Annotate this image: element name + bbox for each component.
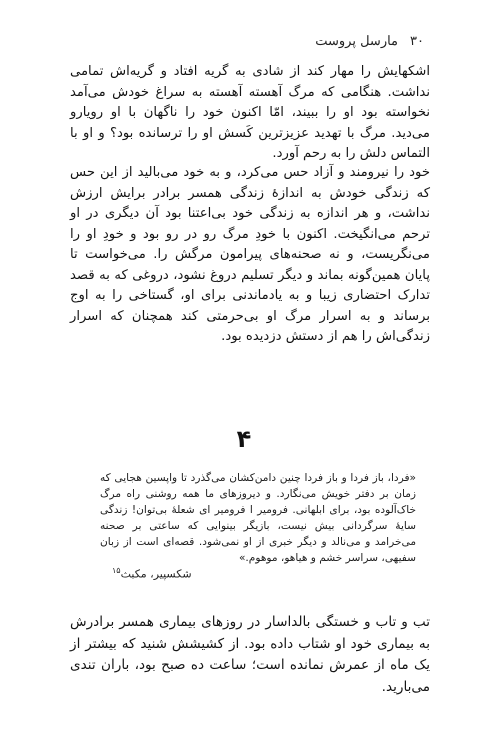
author-name: مارسل پروست bbox=[315, 34, 399, 49]
attribution-text: شکسپیر، مکبث bbox=[120, 567, 192, 581]
paragraph-3 bbox=[70, 612, 430, 698]
epigraph bbox=[100, 470, 416, 566]
paragraph-2-text: خود را نیرومند و آزاد حس می‌کرد، و به خود می‌بالید از این حس که زندگی خودش به اندازهٔ زندگی همسر برادر برایش ارزش نداشت، و هر اندازه به زندگی خود بی‌اعتنا بود آن دیگری در او ترحم می‌انگیخت. اکنون با خودِ مرگ رو در رو بود و خودِ او را می‌نگریست، و نه صحنه‌های پیرامون مرگش را. می‌خواست تا پایان همین‌گونه بماند و دیگر تسلیم دروغ نشود، دروغی که به قصد تدارک احتضاری زیبا و به یادماندنی برای او، گستاخی را به اوج برساند و به اسرار مرگ او بی‌حرمتی کند همچنان که اسرار زندگی‌اش را هم از دستش دزدیده بود. bbox=[70, 165, 430, 344]
chapter-number: ۴ bbox=[236, 425, 252, 453]
epigraph-text: «فردا، باز فردا و باز فردا چنین دامن‌کشان می‌گذرد تا واپسین هجایی که زمان بر دفتر خویش می‌نگارد. و دیروزهای ما همه روشنی راه مرگ خاک‌آلوده بود، برای ابلهانی. فرومیر ا فرومیر ای شعلهٔ بی‌توان! زندگی سایهٔ سرگردانی بیش نیست، بازیگر بینوایی که ساعتی بر صحنه می‌خرامد و می‌نالد و دیگر خبری از او نمی‌شود. قصه‌ای است از زبان سفیهی، سراسر خشم و هیاهو، موهوم.» bbox=[100, 472, 416, 564]
footnote-marker: ۱۵ bbox=[112, 566, 121, 575]
running-header bbox=[294, 34, 424, 49]
epigraph-attribution bbox=[112, 566, 272, 581]
page-number: ۳۰ bbox=[410, 34, 424, 49]
paragraph-1-text: اشکهایش را مهار کند از شادی به گریه افتاد و گریه‌اش تمامی نداشت. هنگامی که مرگ آهسته آهسته به سراغ خودش می‌آمد نخواسته بود او را ببیند، امّا اکنون خود را ناگهان با او رویارو می‌دید. مرگ با تهدید عزیزترین کَسش او را ترسانده بود؟ و او با التماس دلش را به رحم آورد. bbox=[70, 64, 430, 161]
paragraph-3-text: تب و تاب و خستگی بالداسار در روزهای بیماری همسر برادرش به بیماری خود او شتاب داده بود. از کشیشش شنید که بیشتر از یک ماه از عمرش نمانده است؛ ساعت ده صبح بود، باران تندی می‌بارید. bbox=[70, 614, 430, 695]
paragraph-1 bbox=[70, 62, 430, 165]
paragraph-2 bbox=[70, 163, 430, 348]
